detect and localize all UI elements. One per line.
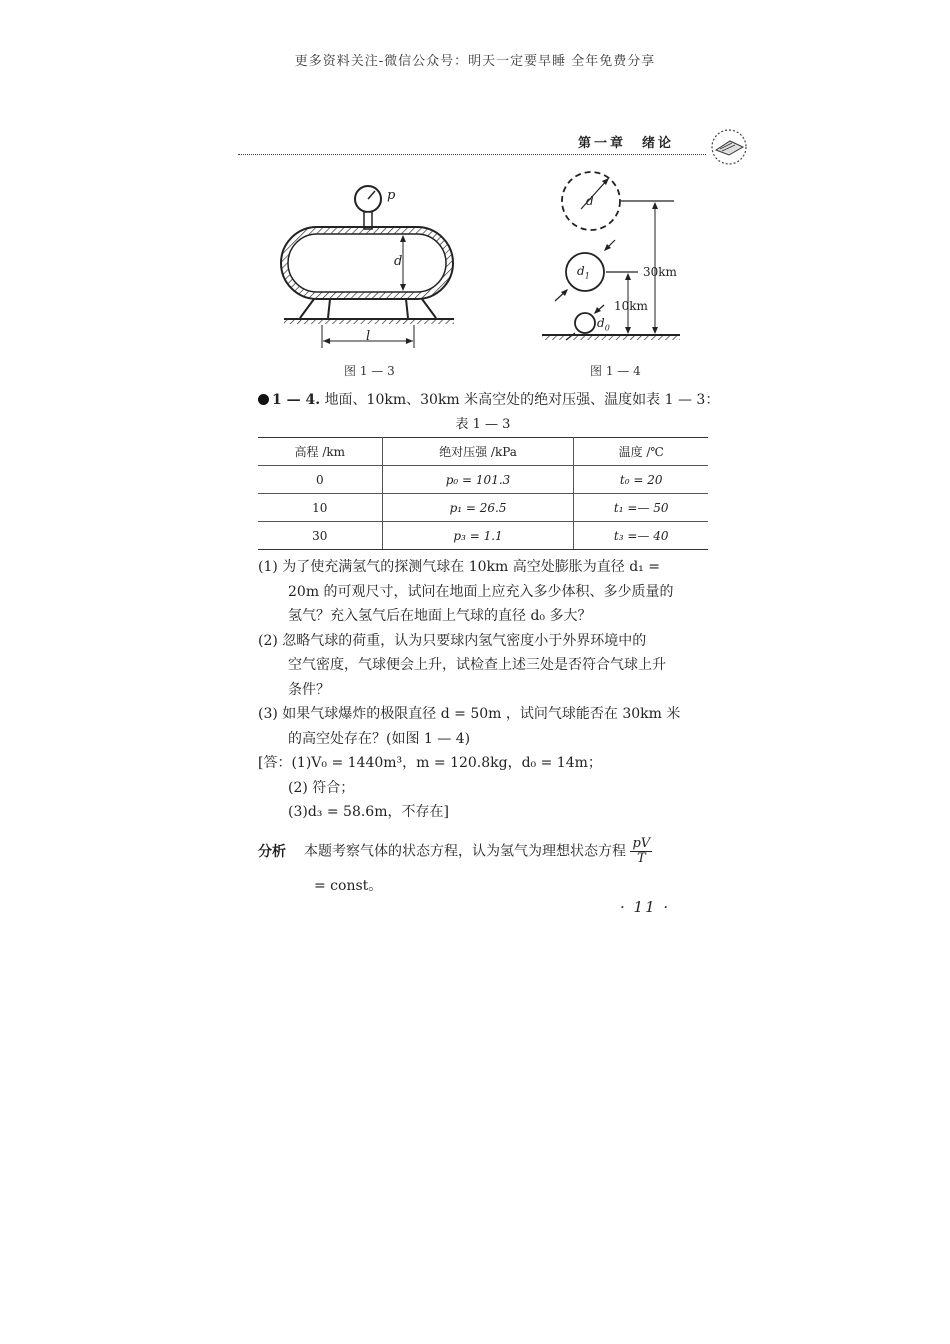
header-rule	[238, 154, 706, 155]
table-cell: p₀ = 101.3	[382, 466, 574, 494]
fig14-label-10km: 10km	[614, 299, 648, 313]
fraction-denominator: T	[636, 851, 646, 866]
q2-line2: 空气密度，气球便会上升，试检查上述三处是否符合气球上升	[288, 657, 666, 673]
problem-text: 地面、10km、30km 米高空处的绝对压强、温度如表 1 — 3：	[324, 392, 720, 408]
fig14-label-d1	[577, 264, 590, 280]
q1-line1: (1) 为了使充满氢气的探测气球在 10km 高空处膨胀为直径 d₁ =	[258, 559, 660, 575]
table-header: 绝对压强 /kPa	[382, 438, 574, 466]
q2-line3: 条件？	[288, 681, 330, 698]
q1-line3: 氢气？充入氢气后在地面上气球的直径 d₀ 多大？	[288, 608, 592, 624]
table-cell: p₁ = 26.5	[382, 494, 574, 522]
q3-line1: (3) 如果气球爆炸的极限直径 d = 50m ，试问气球能否在 30km 米	[258, 706, 681, 722]
fig14-label-30km: 30km	[643, 265, 677, 279]
q1-line2: 20m 的可观尺寸，试问在地面上应充入多少体积、多少质量的	[288, 583, 674, 600]
fig13-label-l: l	[366, 329, 371, 344]
table-cell: t₃ =— 40	[574, 522, 708, 550]
fig14-caption: 图 1 — 4	[590, 364, 641, 378]
fig13-label-d: d	[394, 254, 403, 269]
table-row	[258, 494, 708, 522]
bullet-icon	[258, 394, 269, 405]
figure-1-4	[540, 168, 690, 353]
problem-number: 1 — 4.	[272, 392, 321, 408]
chapter-header: 第一章 绪论	[578, 136, 675, 151]
fig14-label-d0-main: d	[597, 316, 605, 330]
data-table	[258, 437, 708, 550]
table-cell: t₁ =— 50	[574, 494, 708, 522]
table-header: 温度 /℃	[574, 438, 708, 466]
table-row	[258, 466, 708, 494]
table-cell: p₃ = 1.1	[382, 522, 574, 550]
chapter-emblem-icon	[708, 128, 750, 166]
questions	[258, 555, 708, 825]
table-header-row	[258, 438, 708, 466]
pv-over-t-fraction	[630, 837, 652, 866]
answer-line3: (3)d₃ = 58.6m，不存在]	[288, 804, 449, 820]
fig14-label-d1-sub: 1	[584, 271, 590, 281]
page-number: · 11 ·	[620, 898, 671, 916]
fraction-numerator: pV	[632, 836, 651, 851]
top-banner: 更多资料关注-微信公众号：明天一定要早睡 全年免费分享	[294, 54, 656, 69]
q3-line2: 的高空处存在？(如图 1 — 4)	[288, 730, 471, 747]
table-cell: 30	[258, 522, 382, 550]
fig13-label-p: p	[387, 188, 396, 203]
table-header: 高程 /km	[258, 438, 382, 466]
fig14-label-d0-sub: 0	[604, 323, 610, 333]
analysis	[258, 837, 708, 866]
analysis-label: 分析	[258, 843, 286, 860]
analysis-continuation: = const。	[314, 878, 383, 894]
fig14-label-d: d	[586, 194, 594, 208]
fig13-caption: 图 1 — 3	[344, 364, 395, 378]
fig14-label-d0	[597, 316, 610, 332]
table-cell: t₀ = 20	[574, 466, 708, 494]
fig14-label-d1-main: d	[577, 264, 585, 278]
problem-statement	[258, 389, 719, 409]
answer-line2: (2) 符合；	[288, 779, 355, 796]
table-cell: 0	[258, 466, 382, 494]
table-title: 表 1 — 3	[455, 417, 511, 432]
analysis-text: 本题考察气体的状态方程，认为氢气为理想状态方程	[304, 843, 626, 860]
table-row	[258, 522, 708, 550]
answer-line1: [答：(1)V₀ = 1440m³，m = 120.8kg，d₀ = 14m；	[258, 755, 602, 771]
table-cell: 10	[258, 494, 382, 522]
q2-line1: (2) 忽略气球的荷重，认为只要球内氢气密度小于外界环境中的	[258, 632, 647, 649]
